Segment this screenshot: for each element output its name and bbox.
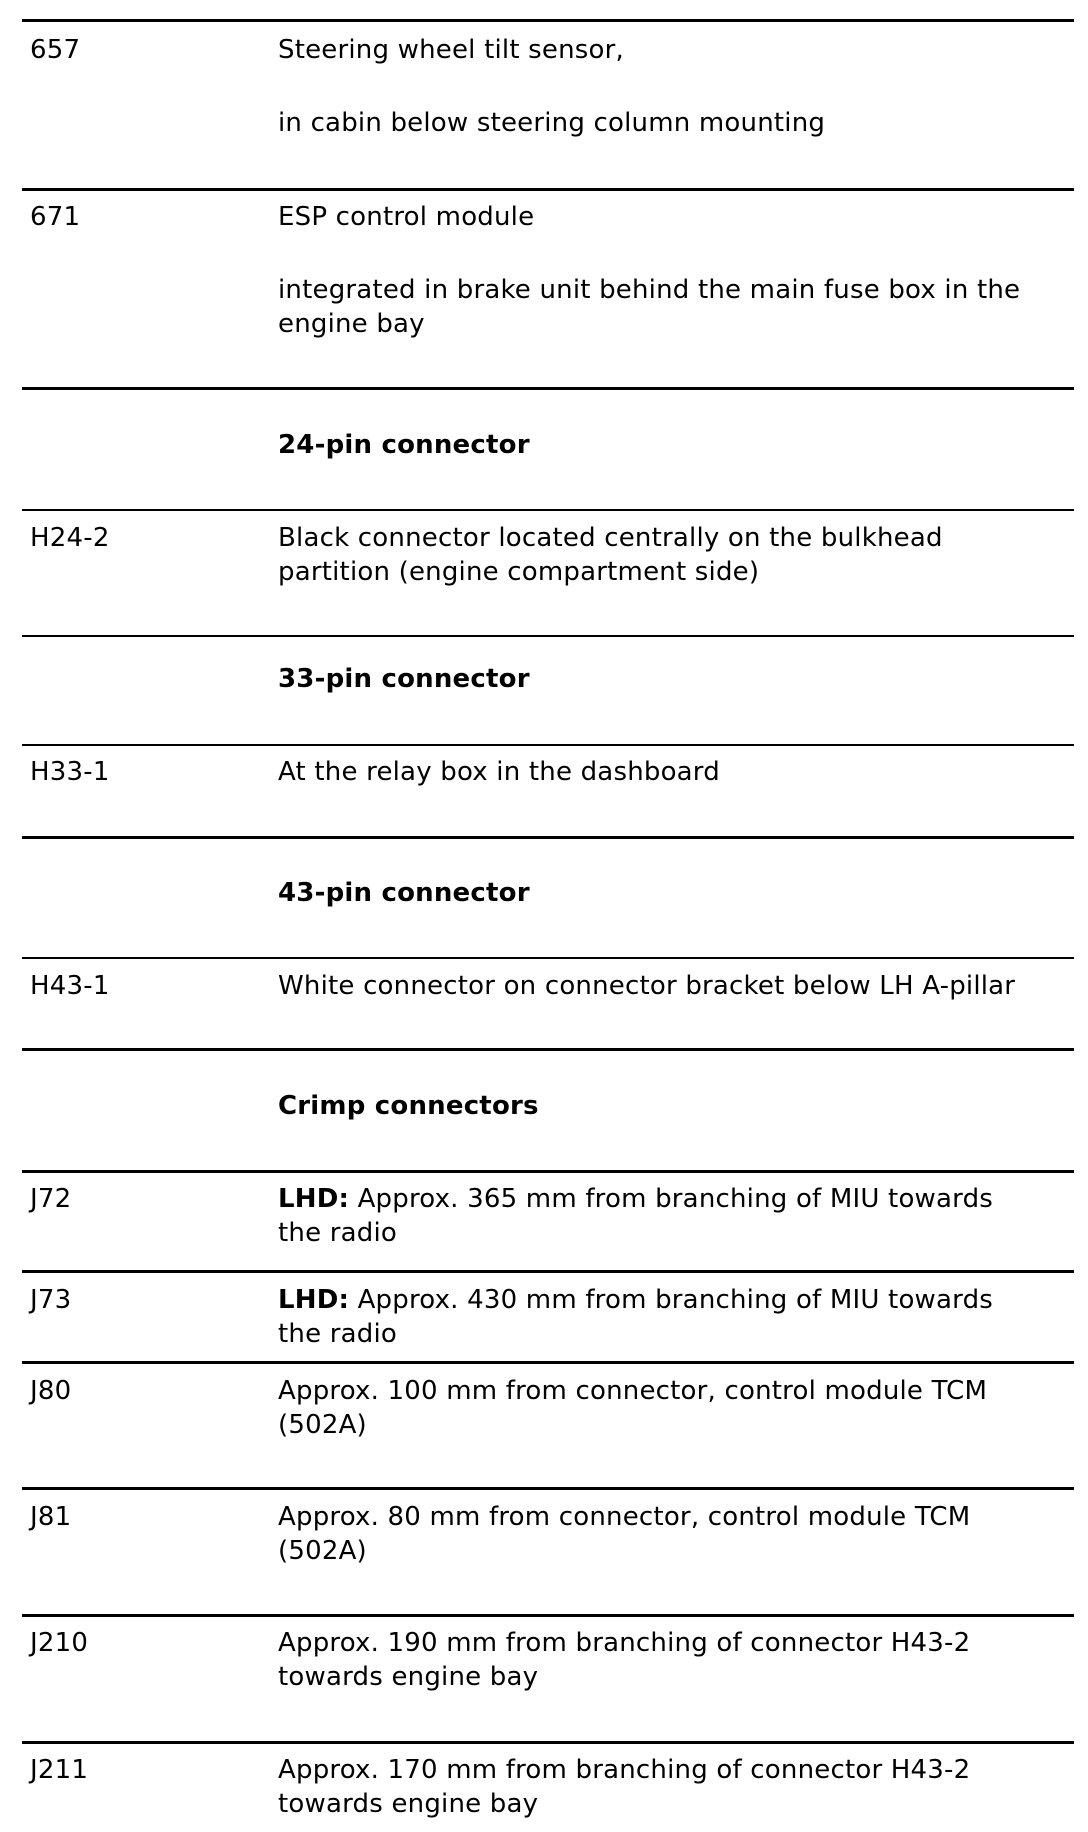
table-row-description (278, 1182, 1078, 1250)
table-row-description: At the relay box in the dashboard (278, 757, 720, 787)
table-rule (22, 744, 1074, 746)
table-row-code: H24-2 (30, 523, 110, 553)
table-row-description: Approx. 170 mm from branching of connector H43-2 towards engine bay (278, 1755, 971, 1819)
table-rule (22, 1270, 1074, 1273)
description-text: Approx. 365 mm from branching of MIU towards the radio (278, 1184, 994, 1248)
table-row-code: 671 (30, 202, 81, 232)
table-row-code: J72 (30, 1184, 72, 1214)
section-heading: 43-pin connector (278, 878, 530, 908)
table-rule (22, 1048, 1074, 1051)
table-rule (22, 635, 1074, 637)
lhd-prefix: LHD: (278, 1285, 350, 1315)
table-rule (22, 1487, 1074, 1490)
table-row-description: White connector on connector bracket below LH A-pillar (278, 971, 1016, 1001)
table-rule (22, 1170, 1074, 1173)
table-rule (22, 1614, 1074, 1617)
table-row-code: H33-1 (30, 757, 110, 787)
table-row-description: Black connector located centrally on the bulkhead partition (engine compartment side) (278, 523, 943, 587)
table-row-code: J211 (30, 1755, 89, 1785)
table-row-code: J80 (30, 1376, 72, 1406)
table-row-code: H43-1 (30, 971, 110, 1001)
table-row-code: J210 (30, 1628, 89, 1658)
table-row-description: ESP control module (278, 202, 535, 232)
section-heading: 33-pin connector (278, 664, 530, 694)
table-row-code: J73 (30, 1285, 72, 1315)
section-heading: 24-pin connector (278, 430, 530, 460)
table-row-description: Approx. 80 mm from connector, control module TCM (502A) (278, 1502, 971, 1566)
table-row-code: 657 (30, 35, 81, 65)
table-rule (22, 19, 1074, 22)
table-row-location: integrated in brake unit behind the main fuse box in the engine bay (278, 275, 1021, 339)
table-rule (22, 387, 1074, 390)
description-text: Approx. 430 mm from branching of MIU towards the radio (278, 1285, 994, 1349)
table-rule (22, 188, 1074, 191)
table-rule (22, 1361, 1074, 1364)
table-rule (22, 957, 1074, 959)
table-row-description (278, 1283, 1078, 1351)
table-row-description: Approx. 190 mm from branching of connector H43-2 towards engine bay (278, 1628, 971, 1692)
section-heading: Crimp connectors (278, 1091, 539, 1121)
table-rule (22, 836, 1074, 839)
table-row-location: in cabin below steering column mounting (278, 108, 826, 138)
lhd-prefix: LHD: (278, 1184, 350, 1214)
table-row-description: Approx. 100 mm from connector, control module TCM (502A) (278, 1376, 988, 1440)
table-rule (22, 1741, 1074, 1744)
table-rule (22, 509, 1074, 511)
table-row-code: J81 (30, 1502, 72, 1532)
table-row-description: Steering wheel tilt sensor, (278, 35, 625, 65)
